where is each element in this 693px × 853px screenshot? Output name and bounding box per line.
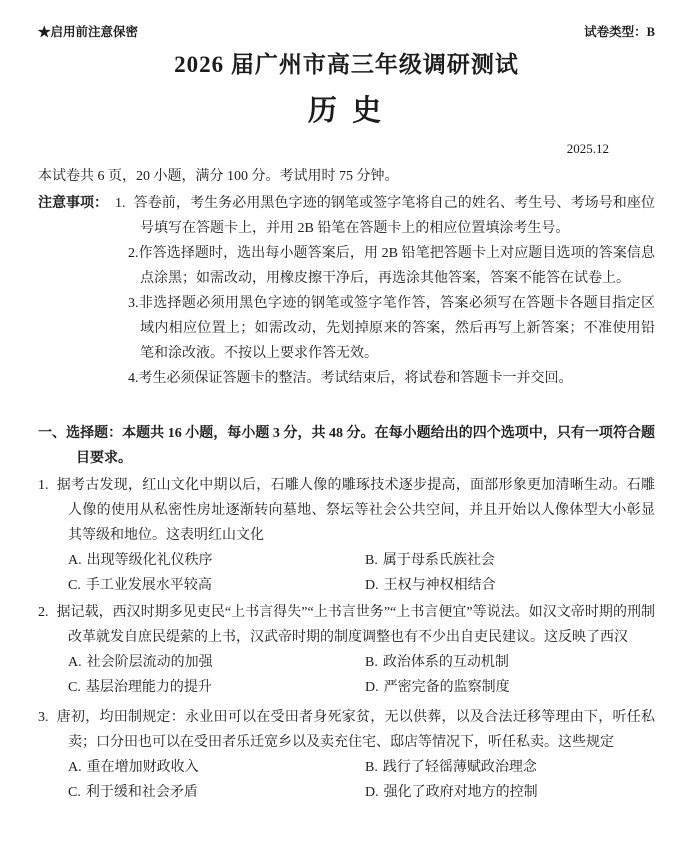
option-text: 利于缓和社会矛盾: [85, 785, 198, 800]
option-label: A.: [68, 553, 82, 568]
option-label: A.: [68, 655, 82, 670]
notice-label: 注意事项：: [38, 196, 108, 211]
question-options: [68, 650, 655, 700]
question-stem: [38, 473, 655, 548]
notice-item-number: 2.: [128, 246, 139, 261]
option-a: [68, 548, 365, 573]
option-b: [365, 755, 655, 780]
security-notice: ★启用前注意保密: [38, 25, 139, 39]
option-c: [68, 780, 365, 805]
option-text: 王权与神权相结合: [383, 578, 496, 593]
option-label: C.: [68, 578, 81, 593]
question-stem: [38, 600, 655, 650]
option-a: [68, 650, 365, 675]
question-options: [68, 548, 655, 598]
notice-item-number: 3.: [128, 296, 139, 311]
question-stem-text: 唐初，均田制规定：永业田可以在受田者身死家贫，无以供葬，以及合法迁移等理由下，听任私卖；口分田也可以在受田者乐迁宽乡以及卖充住宅、邸店等情况下，听任私卖。这些规定: [56, 710, 655, 750]
subject-title: 历 史: [307, 95, 386, 127]
exam-title: 2026 届广州市高三年级调研测试: [174, 52, 519, 77]
notice-item-text: 非选择题必须用黑色字迹的钢笔或签字笔作答，答案必须写在答题卡各题目指定区域内相应位置上；如需改动，先划掉原来的答案，然后再写上新答案；不准使用铅笔和涂改液。不按以上要求作答无效。: [138, 296, 655, 361]
option-text: 出现等级化礼仪秩序: [86, 553, 213, 568]
option-text: 重在增加财政收入: [86, 760, 199, 775]
option-d: [365, 573, 655, 598]
notice-item-text: 答卷前，考生务必用黑色字迹的钢笔或签字笔将自己的姓名、考生号、考场号和座位号填写在答题卡上，并用 2B 铅笔在答题卡上的相应位置填涂考生号。: [133, 196, 655, 236]
question-1: [38, 473, 655, 598]
option-label: B.: [365, 760, 378, 775]
notice-block: [38, 191, 655, 391]
option-label: C.: [68, 680, 81, 695]
question-stem-text: 据考古发现，红山文化中期以后，石雕人像的雕琢技术逐步提高，面部形象更加清晰生动。石雕人像的使用从私密性房址逐渐转向墓地、祭坛等社会公共空间，并且开始以人像体型大小彰显其等级和地位。这表明红山文化: [56, 478, 655, 543]
exam-info-line: 本试卷共 6 页，20 小题，满分 100 分。考试用时 75 分钟。: [38, 169, 399, 184]
exam-date: 2025.12: [566, 141, 609, 156]
notice-item-text: 考生必须保证答题卡的整洁。考试结束后，将试卷和答题卡一并交回。: [138, 371, 573, 386]
section-heading: 一、选择题：本题共 16 小题，每小题 3 分，共 48 分。在每小题给出的四个选项中，只有一项符合题目要求。: [38, 426, 655, 466]
option-label: B.: [365, 655, 378, 670]
option-text: 社会阶层流动的加强: [86, 655, 213, 670]
question-options: [68, 755, 655, 805]
option-c: [68, 573, 365, 598]
notice-item-2: [128, 241, 655, 291]
option-label: C.: [68, 785, 81, 800]
option-label: A.: [68, 760, 82, 775]
question-number: 1.: [38, 478, 49, 493]
option-label: D.: [365, 680, 379, 695]
option-text: 践行了轻徭薄赋政治理念: [382, 760, 537, 775]
option-label: B.: [365, 553, 378, 568]
question-stem: [38, 705, 655, 755]
option-text: 基层治理能力的提升: [85, 680, 212, 695]
option-c: [68, 675, 365, 700]
option-a: [68, 755, 365, 780]
notice-item-number: 1.: [115, 196, 126, 211]
question-number: 2.: [38, 605, 49, 620]
option-text: 政治体系的互动机制: [382, 655, 509, 670]
question-number: 3.: [38, 710, 49, 725]
notice-item-3: [128, 291, 655, 366]
notice-item-1: [115, 191, 655, 241]
notice-item-4: [128, 366, 655, 391]
option-text: 属于母系氏族社会: [382, 553, 495, 568]
option-label: D.: [365, 785, 379, 800]
notice-item-text: 作答选择题时，选出每小题答案后，用 2B 铅笔把答题卡上对应题目选项的答案信息点涂黑；如需改动，用橡皮擦干净后，再选涂其他答案，答案不能答在试卷上。: [138, 246, 655, 286]
page-header: [38, 24, 655, 40]
notice-item-number: 4.: [128, 371, 139, 386]
option-text: 手工业发展水平较高: [85, 578, 212, 593]
option-text: 强化了政府对地方的控制: [383, 785, 538, 800]
option-d: [365, 780, 655, 805]
option-text: 严密完备的监察制度: [383, 680, 510, 695]
option-label: D.: [365, 578, 379, 593]
option-b: [365, 650, 655, 675]
question-3: [38, 705, 655, 805]
question-2: [38, 600, 655, 700]
question-stem-text: 据记载，西汉时期多见吏民“上书言得失”“上书言世务”“上书言便宜”等说法。如汉文帝时期的刑制改革就发自庶民缇萦的上书，汉武帝时期的制度调整也有不少出自吏民建议。这反映了西汉: [56, 605, 655, 645]
option-b: [365, 548, 655, 573]
option-d: [365, 675, 655, 700]
paper-type-label: 试卷类型：B: [584, 25, 655, 39]
